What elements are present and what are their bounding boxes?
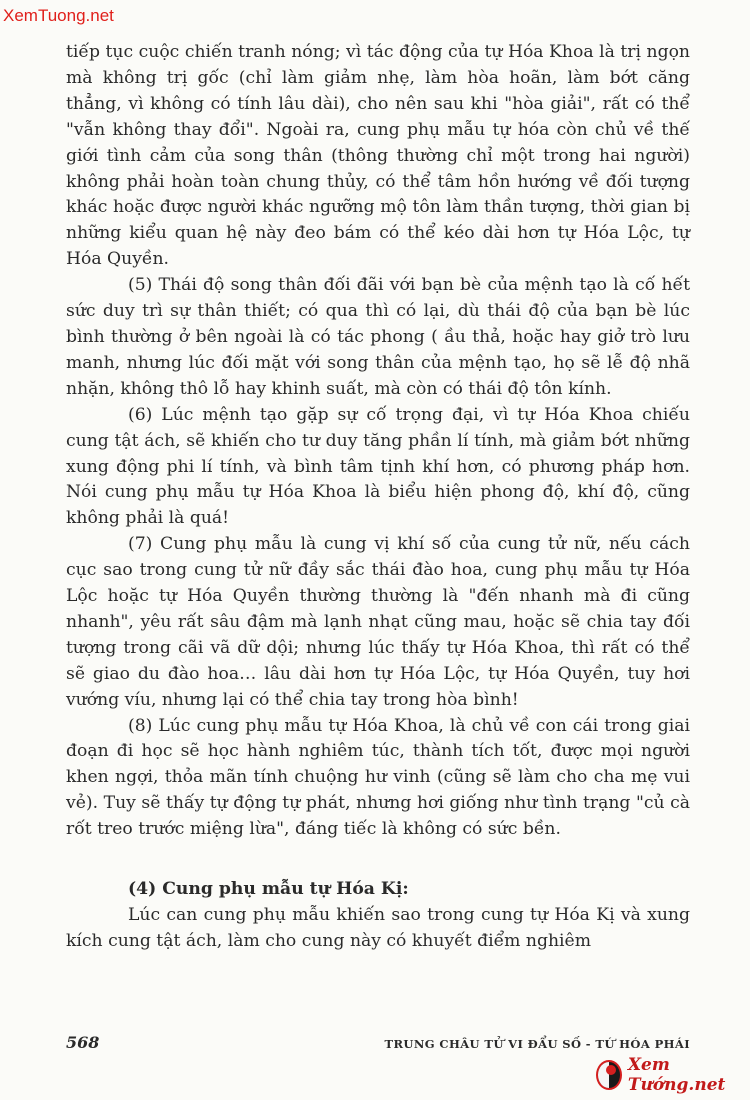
paragraph-item-6: (6) Lúc mệnh tạo gặp sự cố trọng đại, vì tự Hóa Khoa chiếu cung tật ách, sẽ khiến cho tư duy tăng phần lí tính, mà giảm bớt những xung động phi lí tính, và bình tâm tịnh khí hơn, có phương pháp hơn. Nói cung phụ mẫu tự Hóa Khoa là biểu hiện phong độ, khí độ, cũng không phải là quá! [66, 404, 690, 529]
logo-text: Xem Tướng.net [627, 1055, 726, 1095]
page-number: 568 [66, 1033, 100, 1052]
paragraph-section-intro: Lúc can cung phụ mẫu khiến sao trong cung tự Hóa Kị và xung kích cung tật ách, làm cho cung này có khuyết điểm nghiêm [66, 905, 690, 951]
page-body [66, 40, 690, 955]
logo-bottom [596, 1055, 750, 1095]
section-heading: (4) Cung phụ mẫu tự Hóa Kị: [128, 879, 409, 900]
paragraph-item-8: (8) Lúc cung phụ mẫu tự Hóa Khoa, là chủ về con cái trong giai đoạn đi học sẽ học hành nghiêm túc, thành tích tốt, được mọi người khen ngợi, thỏa mãn tính chuộng hư vinh (cũng sẽ làm cho cha mẹ vui vẻ). Tuy sẽ thấy tự động tự phát, nhưng hơi giống như tình trạng "củ cà rốt treo trước miệng lừa", đáng tiếc là không có sức bền. [66, 715, 690, 840]
page-footer [66, 1033, 690, 1052]
paragraph-item-5: (5) Thái độ song thân đối đãi với bạn bè của mệnh tạo là cố hết sức duy trì sự thân thiết; có qua thì có lại, dù thái độ của bạn bè lúc bình thường ở bên ngoài là có tác phong ( ầu thả, hoặc hay giở trò lưu manh, nhưng lúc đối mặt với song thân của mệnh tạo, họ sẽ lễ độ nhã nhặn, không thô lỗ hay khinh suất, mà còn có thái độ tôn kính. [66, 275, 690, 399]
watermark-top: XemTuong.net [3, 6, 114, 25]
running-title: TRUNG CHÂU TỬ VI ĐẨU SỐ - TỨ HÓA PHÁI [384, 1037, 690, 1051]
paragraph-continuation: tiếp tục cuộc chiến tranh nóng; vì tác động của tự Hóa Khoa là trị ngọn mà không trị gốc (chỉ làm giảm nhẹ, làm hòa hoãn, làm bớt căng thẳng, vì không có tính lâu dài), cho nên sau khi "hòa giải", rất có thể "vẫn không thay đổi". Ngoài ra, cung phụ mẫu tự hóa còn chủ về thế giới tình cảm của song thân (thông thường chỉ một trong hai người) không phải hoàn toàn chung thủy, có thể tâm hồn hướng về đối tượng khác hoặc được người khác ngưỡng mộ tôn làm thần tượng, thời gian bị những kiểu quan hệ này đeo bám có thể kéo dài hơn tự Hóa Lộc, tự Hóa Quyền. [66, 42, 690, 270]
paragraph-item-7: (7) Cung phụ mẫu là cung vị khí số của cung tử nữ, nếu cách cục sao trong cung tử nữ đầy sắc thái đào hoa, cung phụ mẫu tự Hóa Lộc hoặc tự Hóa Quyền thường thường là "đến nhanh mà đi cũng nhanh", yêu rất sâu đậm mà lạnh nhạt cũng mau, hoặc sẽ chia tay đối tượng trong cãi vã dữ dội; nhưng lúc thấy tự Hóa Khoa, thì rất có thể sẽ giao du đào hoa… lâu dài hơn tự Hóa Lộc, tự Hóa Quyền, tuy hơi vướng víu, nhưng lại có thể chia tay trong hòa bình! [66, 534, 690, 710]
yin-yang-icon [596, 1060, 622, 1090]
